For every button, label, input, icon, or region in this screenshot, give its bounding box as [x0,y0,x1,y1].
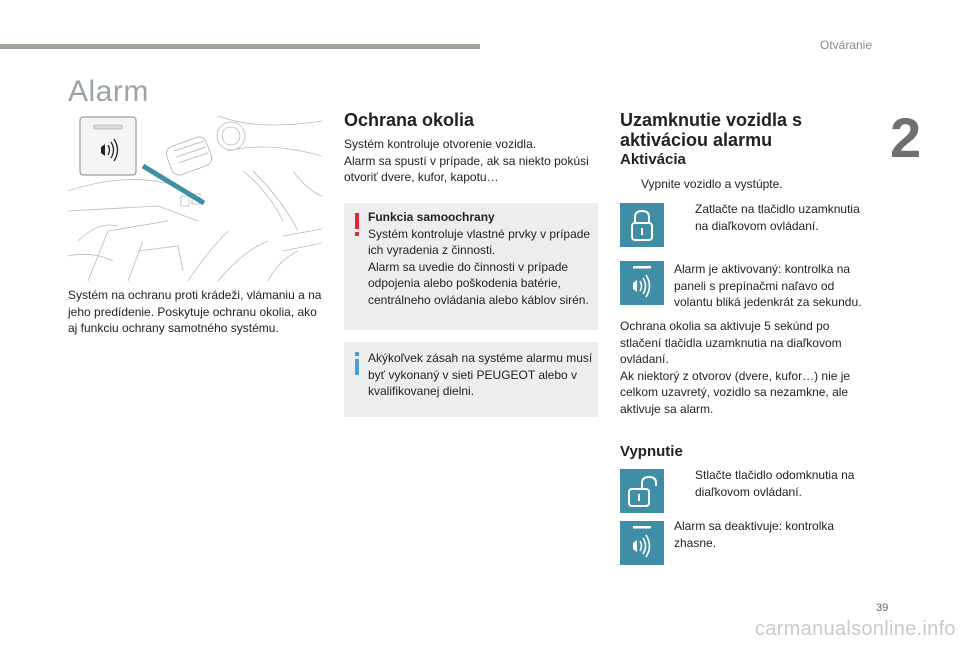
chapter-number: 2 [890,106,922,169]
alarm-indicator-icon [620,261,664,305]
perimeter-activation-text: Ochrana okolia sa aktivuje 5 sekúnd po stlačení tlačidla uzamknutia na diaľkovom ovládaní. Ak niektorý z otvorov (dvere, kufor…) nie je celkom uzavretý, vozidlo sa nezamkne, ale aktivuje sa alarm. [620,319,851,416]
warning-text: Funkcia samoochrany Systém kontroluje vlastné prvky v prípade ich vyradenia z činnosti. Alarm sa uvedie do činnosti v prípade odpojenia alebo poškodenia batérie, centrálneho ovládania alebo káblov sirén. [368,210,591,307]
alarm-button-closeup [80,117,136,175]
step1-text: Vypnite vozidlo a vystúpte. [641,177,783,191]
lock-button-icon [620,203,664,247]
header-rule [0,44,480,49]
unlock-button-icon [620,469,664,513]
heading-perimeter-protection: Ochrana okolia [344,110,475,130]
illustration-caption: Systém na ochranu proti krádeži, vlámaniu a na jeho predídenie. Poskytuje ochranu okolia, ako aj funkciu ochrany samotného systému. [68,288,322,335]
watermark: carmanualsonline.info [755,618,956,640]
section-name: Otváranie [820,38,873,52]
alarm-off-indicator-icon [620,521,664,565]
air-vent [164,135,214,178]
heading-lock-with-alarm: Uzamknutie vozidla s aktiváciou alarmu [620,110,803,150]
info-icon [352,352,362,376]
alarm-deactivated-text: Alarm sa deaktivuje: kontrolka zhasne. [674,519,835,550]
page-number: 39 [876,602,889,614]
alarm-activated-text: Alarm je aktivovaný: kontrolka na paneli s prepínačmi naľavo od volantu bliká jedenkrát za sekundu. [674,262,862,309]
pointer-line [143,166,204,203]
perimeter-intro: Systém kontroluje otvorenie vozidla. Alarm sa spustí v prípade, ak sa niekto pokúsi otvoriť dvere, kufor, kapotu… [344,137,589,184]
warning-callout [344,203,598,330]
heading-activation: Aktivácia [620,151,686,168]
info-callout [344,342,598,417]
step3-text: Stlačte tlačidlo odomknutia na diaľkovom ovládaní. [695,468,855,499]
dashboard-illustration [68,111,322,281]
heading-deactivation: Vypnutie [620,443,683,460]
info-text: Akýkoľvek zásah na systéme alarmu musí byť vykonaný v sieti PEUGEOT alebo v kvalifikovanej dielni. [368,351,593,398]
page-title: Alarm [68,75,149,108]
warning-icon [352,213,362,237]
step2-text: Zatlačte na tlačidlo uzamknutia na diaľkovom ovládaní. [695,202,860,233]
